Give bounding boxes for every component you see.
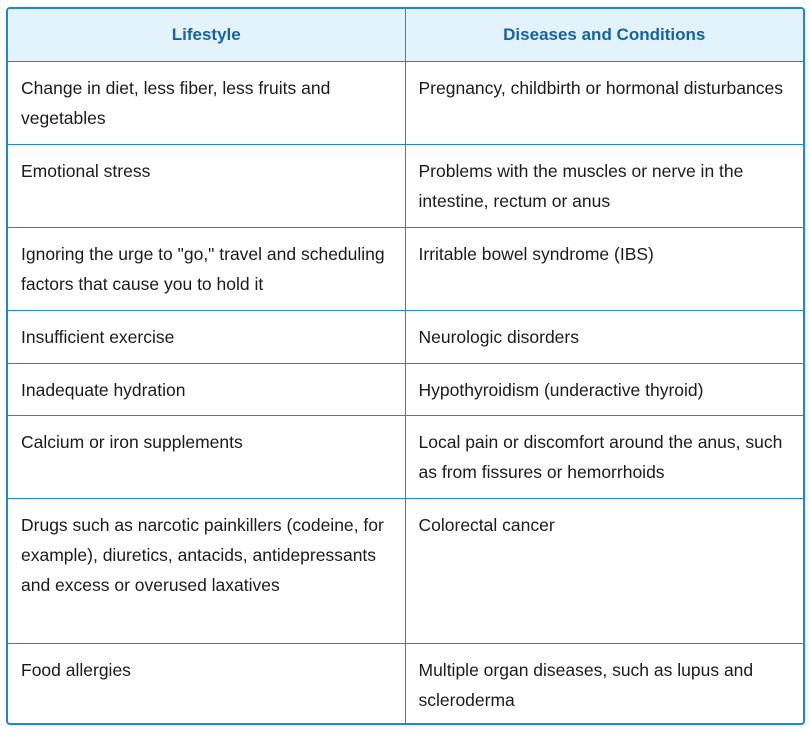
lifestyle-cell: Calcium or iron supplements (8, 415, 405, 498)
table-row (8, 227, 803, 310)
lifestyle-cell: Food allergies (8, 643, 405, 725)
table-header-row (8, 9, 803, 61)
table-row (8, 643, 803, 725)
lifestyle-cell: Change in diet, less fiber, less fruits and vegetables (8, 61, 405, 144)
causes-table (6, 7, 805, 725)
condition-cell: Irritable bowel syndrome (IBS) (405, 227, 803, 310)
lifestyle-cell: Emotional stress (8, 144, 405, 227)
table-row (8, 415, 803, 498)
causes-table-grid (8, 9, 803, 725)
lifestyle-cell: Insufficient exercise (8, 310, 405, 363)
table-row (8, 310, 803, 363)
condition-cell: Colorectal cancer (405, 498, 803, 643)
lifestyle-cell: Ignoring the urge to "go," travel and scheduling factors that cause you to hold it (8, 227, 405, 310)
table-row (8, 144, 803, 227)
table-row (8, 61, 803, 144)
table-row (8, 363, 803, 415)
condition-cell: Problems with the muscles or nerve in the intestine, rectum or anus (405, 144, 803, 227)
condition-cell: Pregnancy, childbirth or hormonal disturbances (405, 61, 803, 144)
lifestyle-cell: Drugs such as narcotic painkillers (codeine, for example), diuretics, antacids, antidepressants and excess or overused laxatives (8, 498, 405, 643)
header-lifestyle: Lifestyle (8, 9, 405, 61)
condition-cell: Neurologic disorders (405, 310, 803, 363)
condition-cell: Multiple organ diseases, such as lupus and scleroderma (405, 643, 803, 725)
header-diseases-and-conditions: Diseases and Conditions (405, 9, 803, 61)
condition-cell: Local pain or discomfort around the anus, such as from fissures or hemorrhoids (405, 415, 803, 498)
condition-cell: Hypothyroidism (underactive thyroid) (405, 363, 803, 415)
table-row (8, 498, 803, 643)
lifestyle-cell: Inadequate hydration (8, 363, 405, 415)
